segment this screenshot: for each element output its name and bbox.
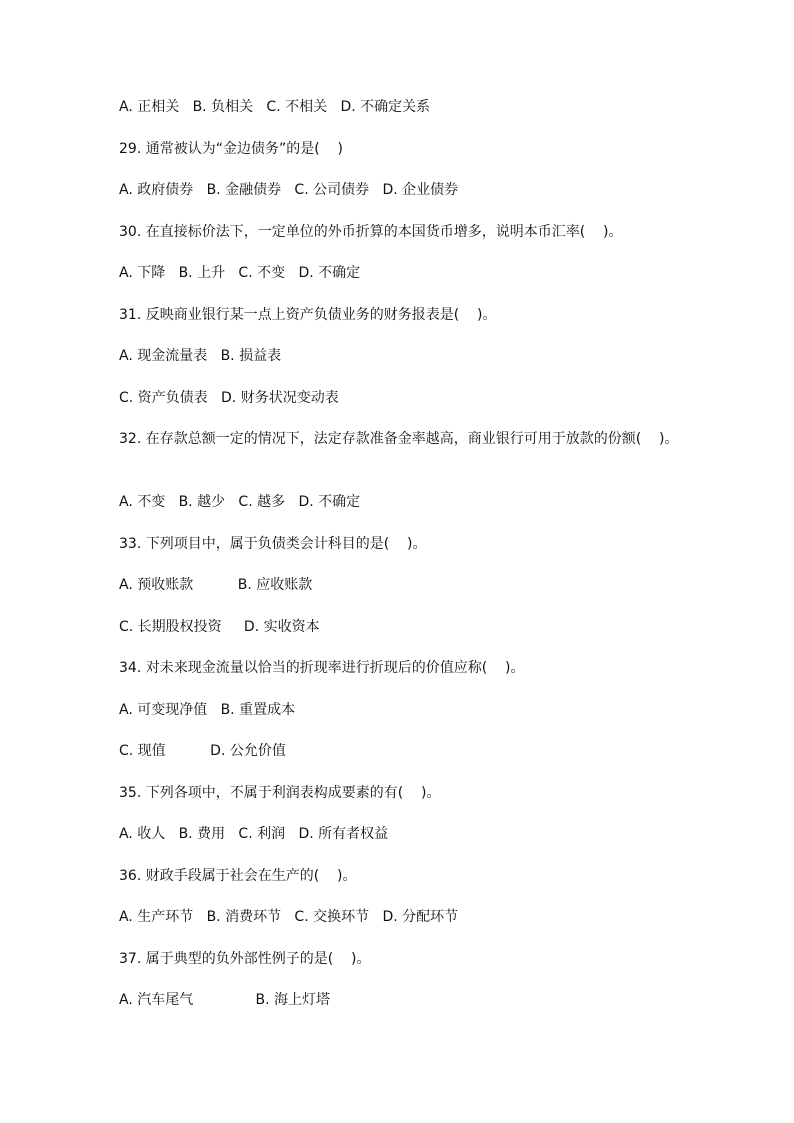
q32-options: A. 不变 B. 越少 C. 越多 D. 不确定 (119, 494, 361, 510)
q34-options-cd: C. 现值 D. 公允价值 (119, 743, 286, 759)
q31-question: 31. 反映商业银行某一点上资产负债业务的财务报表是( )。 (119, 307, 497, 323)
q33-options-cd: C. 长期股权投资 D. 实收资本 (119, 619, 320, 635)
q34-options-ab: A. 可变现净值 B. 重置成本 (119, 702, 296, 718)
q31-options-cd: C. 资产负债表 D. 财务状况变动表 (119, 390, 339, 406)
q37-question: 37. 属于典型的负外部性例子的是( )。 (119, 951, 371, 967)
q29-options: A. 政府债券 B. 金融债券 C. 公司债券 D. 企业债券 (119, 182, 459, 198)
q33-options-ab: A. 预收账款 B. 应收账款 (119, 577, 313, 593)
q32-question: 32. 在存款总额一定的情况下，法定存款准备金率越高，商业银行可用于放款的份额( )。 (119, 431, 679, 447)
q30-options: A. 下降 B. 上升 C. 不变 D. 不确定 (119, 265, 361, 281)
q31-options-ab: A. 现金流量表 B. 损益表 (119, 348, 282, 364)
q28-options: A. 正相关 B. 负相关 C. 不相关 D. 不确定关系 (119, 99, 431, 115)
q35-options: A. 收人 B. 费用 C. 利润 D. 所有者权益 (119, 826, 389, 842)
q35-question: 35. 下列各项中，不属于利润表构成要素的有( )。 (119, 785, 441, 801)
q36-question: 36. 财政手段属于社会在生产的( )。 (119, 868, 357, 884)
q30-question: 30. 在直接标价法下，一定单位的外币折算的本国货币增多，说明本币汇率( )。 (119, 224, 623, 240)
q36-options: A. 生产环节 B. 消费环节 C. 交换环节 D. 分配环节 (119, 909, 459, 925)
q33-question: 33. 下列项目中，属于负债类会计科目的是( )。 (119, 536, 427, 552)
q29-question: 29. 通常被认为“金边债务”的是( ) (119, 141, 343, 157)
q34-question: 34. 对未来现金流量以恰当的折现率进行折现后的价值应称( )。 (119, 660, 525, 676)
q37-options: A. 汽车尾气 B. 海上灯塔 (119, 992, 331, 1008)
